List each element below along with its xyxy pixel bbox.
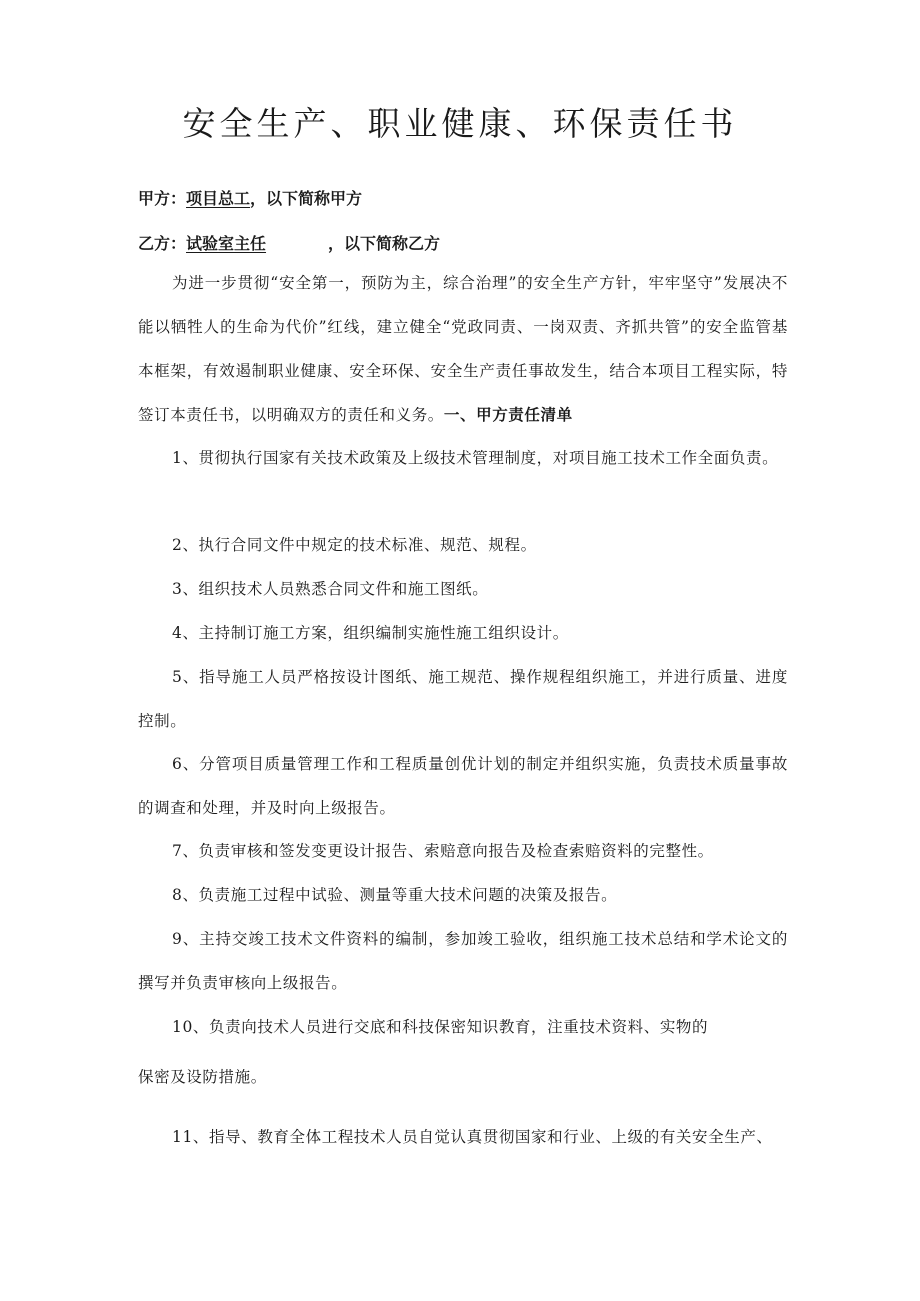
list-item: 11、指导、教育全体工程技术人员自觉认真贯彻国家和行业、上级的有关安全生产、 bbox=[172, 1128, 773, 1146]
party-b-name: 试验室主任 bbox=[186, 234, 267, 253]
party-a-suffix: ，以下简称甲方 bbox=[250, 189, 363, 208]
party-a-name: 项目总工 bbox=[186, 189, 251, 208]
list-item: 10、负责向技术人员进行交底和科技保密知识教育，注重技术资料、实物的 bbox=[172, 1018, 709, 1036]
document-title: 安全生产、职业健康、环保责任书 bbox=[182, 104, 738, 143]
list-item: 1、贯彻执行国家有关技术政策及上级技术管理制度，对项目施工技术工作全面负责。 bbox=[172, 449, 779, 467]
list-item: 2、执行合同文件中规定的技术标准、规范、规程。 bbox=[172, 536, 537, 554]
list-item: 3、组织技术人员熟悉合同文件和施工图纸。 bbox=[172, 580, 489, 598]
section-heading: 一、甲方责任清单 bbox=[443, 406, 573, 424]
party-b-line bbox=[138, 231, 440, 254]
list-item: 9、主持交竣工技术文件资料的编制，参加竣工验收，组织施工技术总结和学术论文的撰写并负责审核向上级报告。 bbox=[138, 930, 788, 992]
list-item: 4、主持制订施工方案，组织编制实施性施工组织设计。 bbox=[172, 624, 569, 642]
list-item: 6、分管项目质量管理工作和工程质量创优计划的制定并组织实施，负责技术质量事故的调查和处理，并及时向上级报告。 bbox=[138, 755, 788, 817]
list-item-continuation: 保密及设防措施。 bbox=[138, 1068, 267, 1086]
intro-paragraph bbox=[138, 261, 788, 437]
party-a-label: 甲方： bbox=[138, 189, 187, 208]
list-item: 5、指导施工人员严格按设计图纸、施工规范、操作规程组织施工，并进行质量、进度控制。 bbox=[138, 668, 788, 730]
list-item: 8、负责施工过程中试验、测量等重大技术问题的决策及报告。 bbox=[172, 886, 618, 904]
party-b-label: 乙方： bbox=[138, 234, 187, 253]
party-b-suffix: ，以下简称乙方 bbox=[328, 234, 441, 253]
intro-text: 为进一步贯彻“安全第一，预防为主，综合治理”的安全生产方针，牢牢坚守”发展决不能以牺牲人的生命为代价”红线，建立健全“党政同责、一岗双责、齐抓共管”的安全监管基本框架，有效遏制职业健康、安全环保、安全生产责任事故发生，结合本项目工程实际，特签订本责任书，以明确双方的责任和义务。 bbox=[138, 274, 788, 424]
list-item: 7、负责审核和签发变更设计报告、索赔意向报告及检查索赔资料的完整性。 bbox=[172, 842, 714, 860]
party-a-line bbox=[138, 186, 362, 209]
